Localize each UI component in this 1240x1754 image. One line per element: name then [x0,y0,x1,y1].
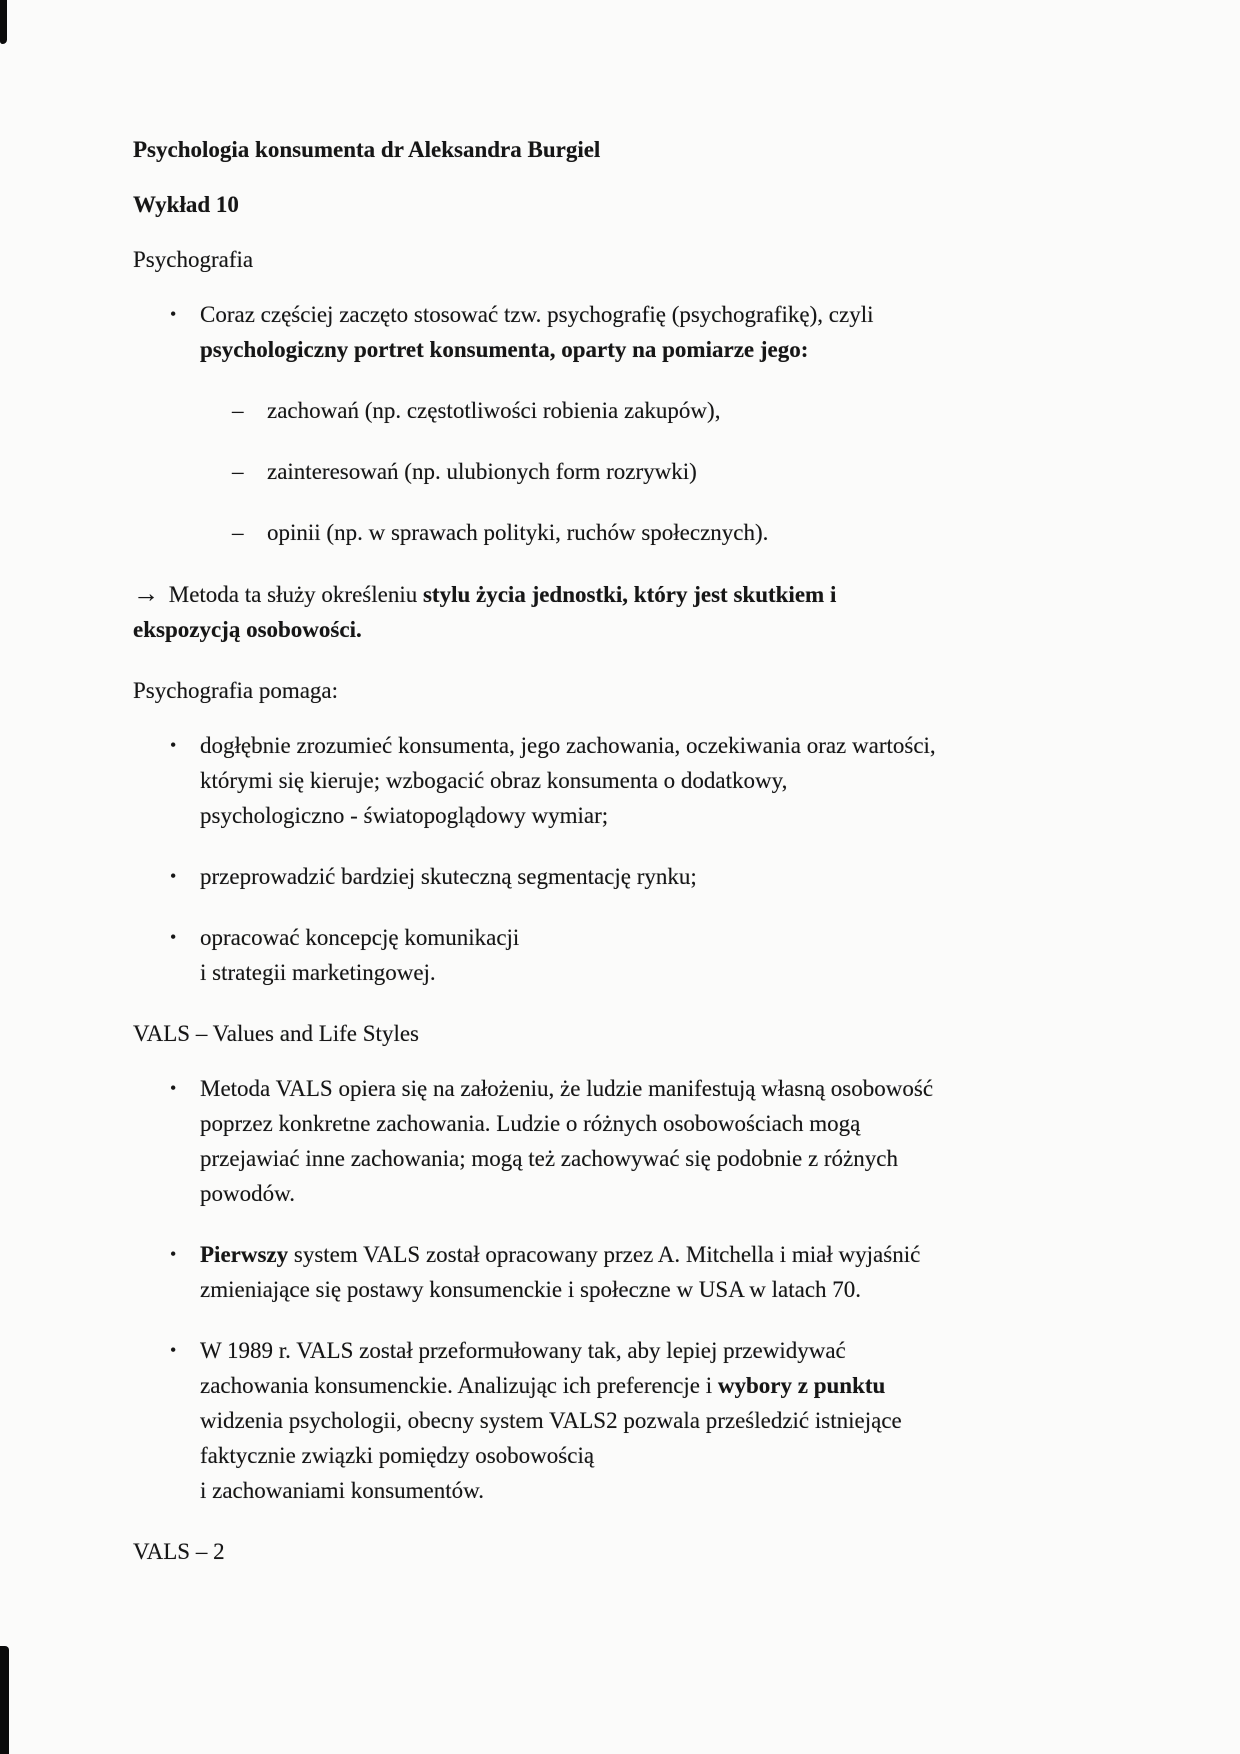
text-line [133,576,1110,612]
bullet-text [200,1071,1110,1211]
text-line: ekspozycją osobowości. [133,617,362,642]
bullet-marker: • [170,927,177,947]
dash-marker: – [232,459,244,484]
bullet-item-help-communication [133,920,1110,990]
bullet-item-vals-first-system [133,1237,1110,1307]
bullet-item-vals-method [133,1071,1110,1211]
text-line: W 1989 r. VALS został przeformułowany tak, aby lepiej przewidywać [200,1338,846,1363]
bullet-text [200,728,1110,833]
bullet-marker: • [170,1078,177,1098]
scan-artifact-bottom-left [0,1646,9,1754]
text-run: system VALS został opracowany przez A. Mitchella i miał wyjaśnić [293,1242,921,1267]
text-line: Coraz częściej zaczęto stosować tzw. psychografię (psychografikę), czyli [200,302,874,327]
text-line: psychologiczno - światopoglądowy wymiar; [200,803,609,828]
text-line: opracować koncepcję komunikacji [200,925,520,950]
text-line [200,1237,1110,1272]
dash-text [267,515,1110,550]
dash-marker: – [232,520,244,545]
text-line: faktycznie związki pomiędzy osobowością [200,1443,595,1468]
text-run: wybory z punktu [717,1373,886,1398]
dash-text [267,393,1110,428]
text-line: zainteresowań (np. ulubionych form rozrywki) [267,459,697,484]
text-run: Pierwszy [200,1242,289,1267]
scan-artifact-top-left [0,0,7,44]
bullet-item-help-segmentation [133,859,1110,894]
text-line: przejawiać inne zachowania; mogą też zachowywać się podobnie z różnych [200,1146,898,1171]
text-line: dogłębnie zrozumieć konsumenta, jego zachowania, oczekiwania oraz wartości, [200,733,936,758]
bullet-marker: • [170,735,177,755]
text-line: zachowań (np. częstotliwości robienia zakupów), [267,398,721,423]
text-run: Metoda ta służy określeniu [168,582,418,607]
dash-item-zainteresowan [133,454,1110,489]
section-heading-vals2: VALS – 2 [133,1539,225,1564]
text-line: przeprowadzić bardziej skuteczną segmentację rynku; [200,864,697,889]
text-line: powodów. [200,1181,295,1206]
dash-marker: – [232,398,244,423]
bullet-text [200,1333,1110,1508]
dash-item-zachowan [133,393,1110,428]
bullet-text [200,1237,1110,1307]
text-line [200,1368,1110,1403]
text-line: widzenia psychologii, obecny system VALS2 pozwala prześledzić istniejące [200,1408,902,1433]
text-line: opinii (np. w sprawach polityki, ruchów społecznych). [267,520,769,545]
text-line: poprzez konkretne zachowania. Ludzie o różnych osobowościach mogą [200,1111,861,1136]
bullet-text [200,859,1110,894]
section-heading-psychografia: Psychografia [133,247,254,272]
section-heading-pomaga: Psychografia pomaga: [133,678,339,703]
text-line: zmieniające się postawy konsumenckie i społeczne w USA w latach 70. [200,1277,862,1302]
bullet-text [200,297,1110,367]
bullet-marker: • [170,1244,177,1264]
text-line: i zachowaniami konsumentów. [200,1478,485,1503]
text-line: psychologiczny portret konsumenta, oparty na pomiarze jego: [200,337,809,362]
text-run: stylu życia jednostki, który jest skutkiem i [422,582,837,607]
text-line: Metoda VALS opiera się na założeniu, że ludzie manifestują własną osobowość [200,1076,934,1101]
dash-text [267,454,1110,489]
lecture-number: Wykład 10 [133,192,239,217]
arrow-note [133,576,1110,647]
bullet-item-help-understand [133,728,1110,833]
bullet-item-psychografia-intro [133,297,1110,367]
doc-title: Psychologia konsumenta dr Aleksandra Burgiel [133,137,601,162]
section-heading-vals: VALS – Values and Life Styles [133,1021,419,1046]
dash-item-opinii [133,515,1110,550]
text-line: którymi się kieruje; wzbogacić obraz konsumenta o dodatkowy, [200,768,788,793]
text-run: zachowania konsumenckie. Analizując ich preferencje i [200,1373,713,1398]
right-arrow-icon: → [133,579,159,608]
bullet-marker: • [170,866,177,886]
bullet-marker: • [170,1340,177,1360]
bullet-item-vals-1989 [133,1333,1110,1508]
bullet-text [200,920,1110,990]
text-line: i strategii marketingowej. [200,960,436,985]
bullet-marker: • [170,304,177,324]
